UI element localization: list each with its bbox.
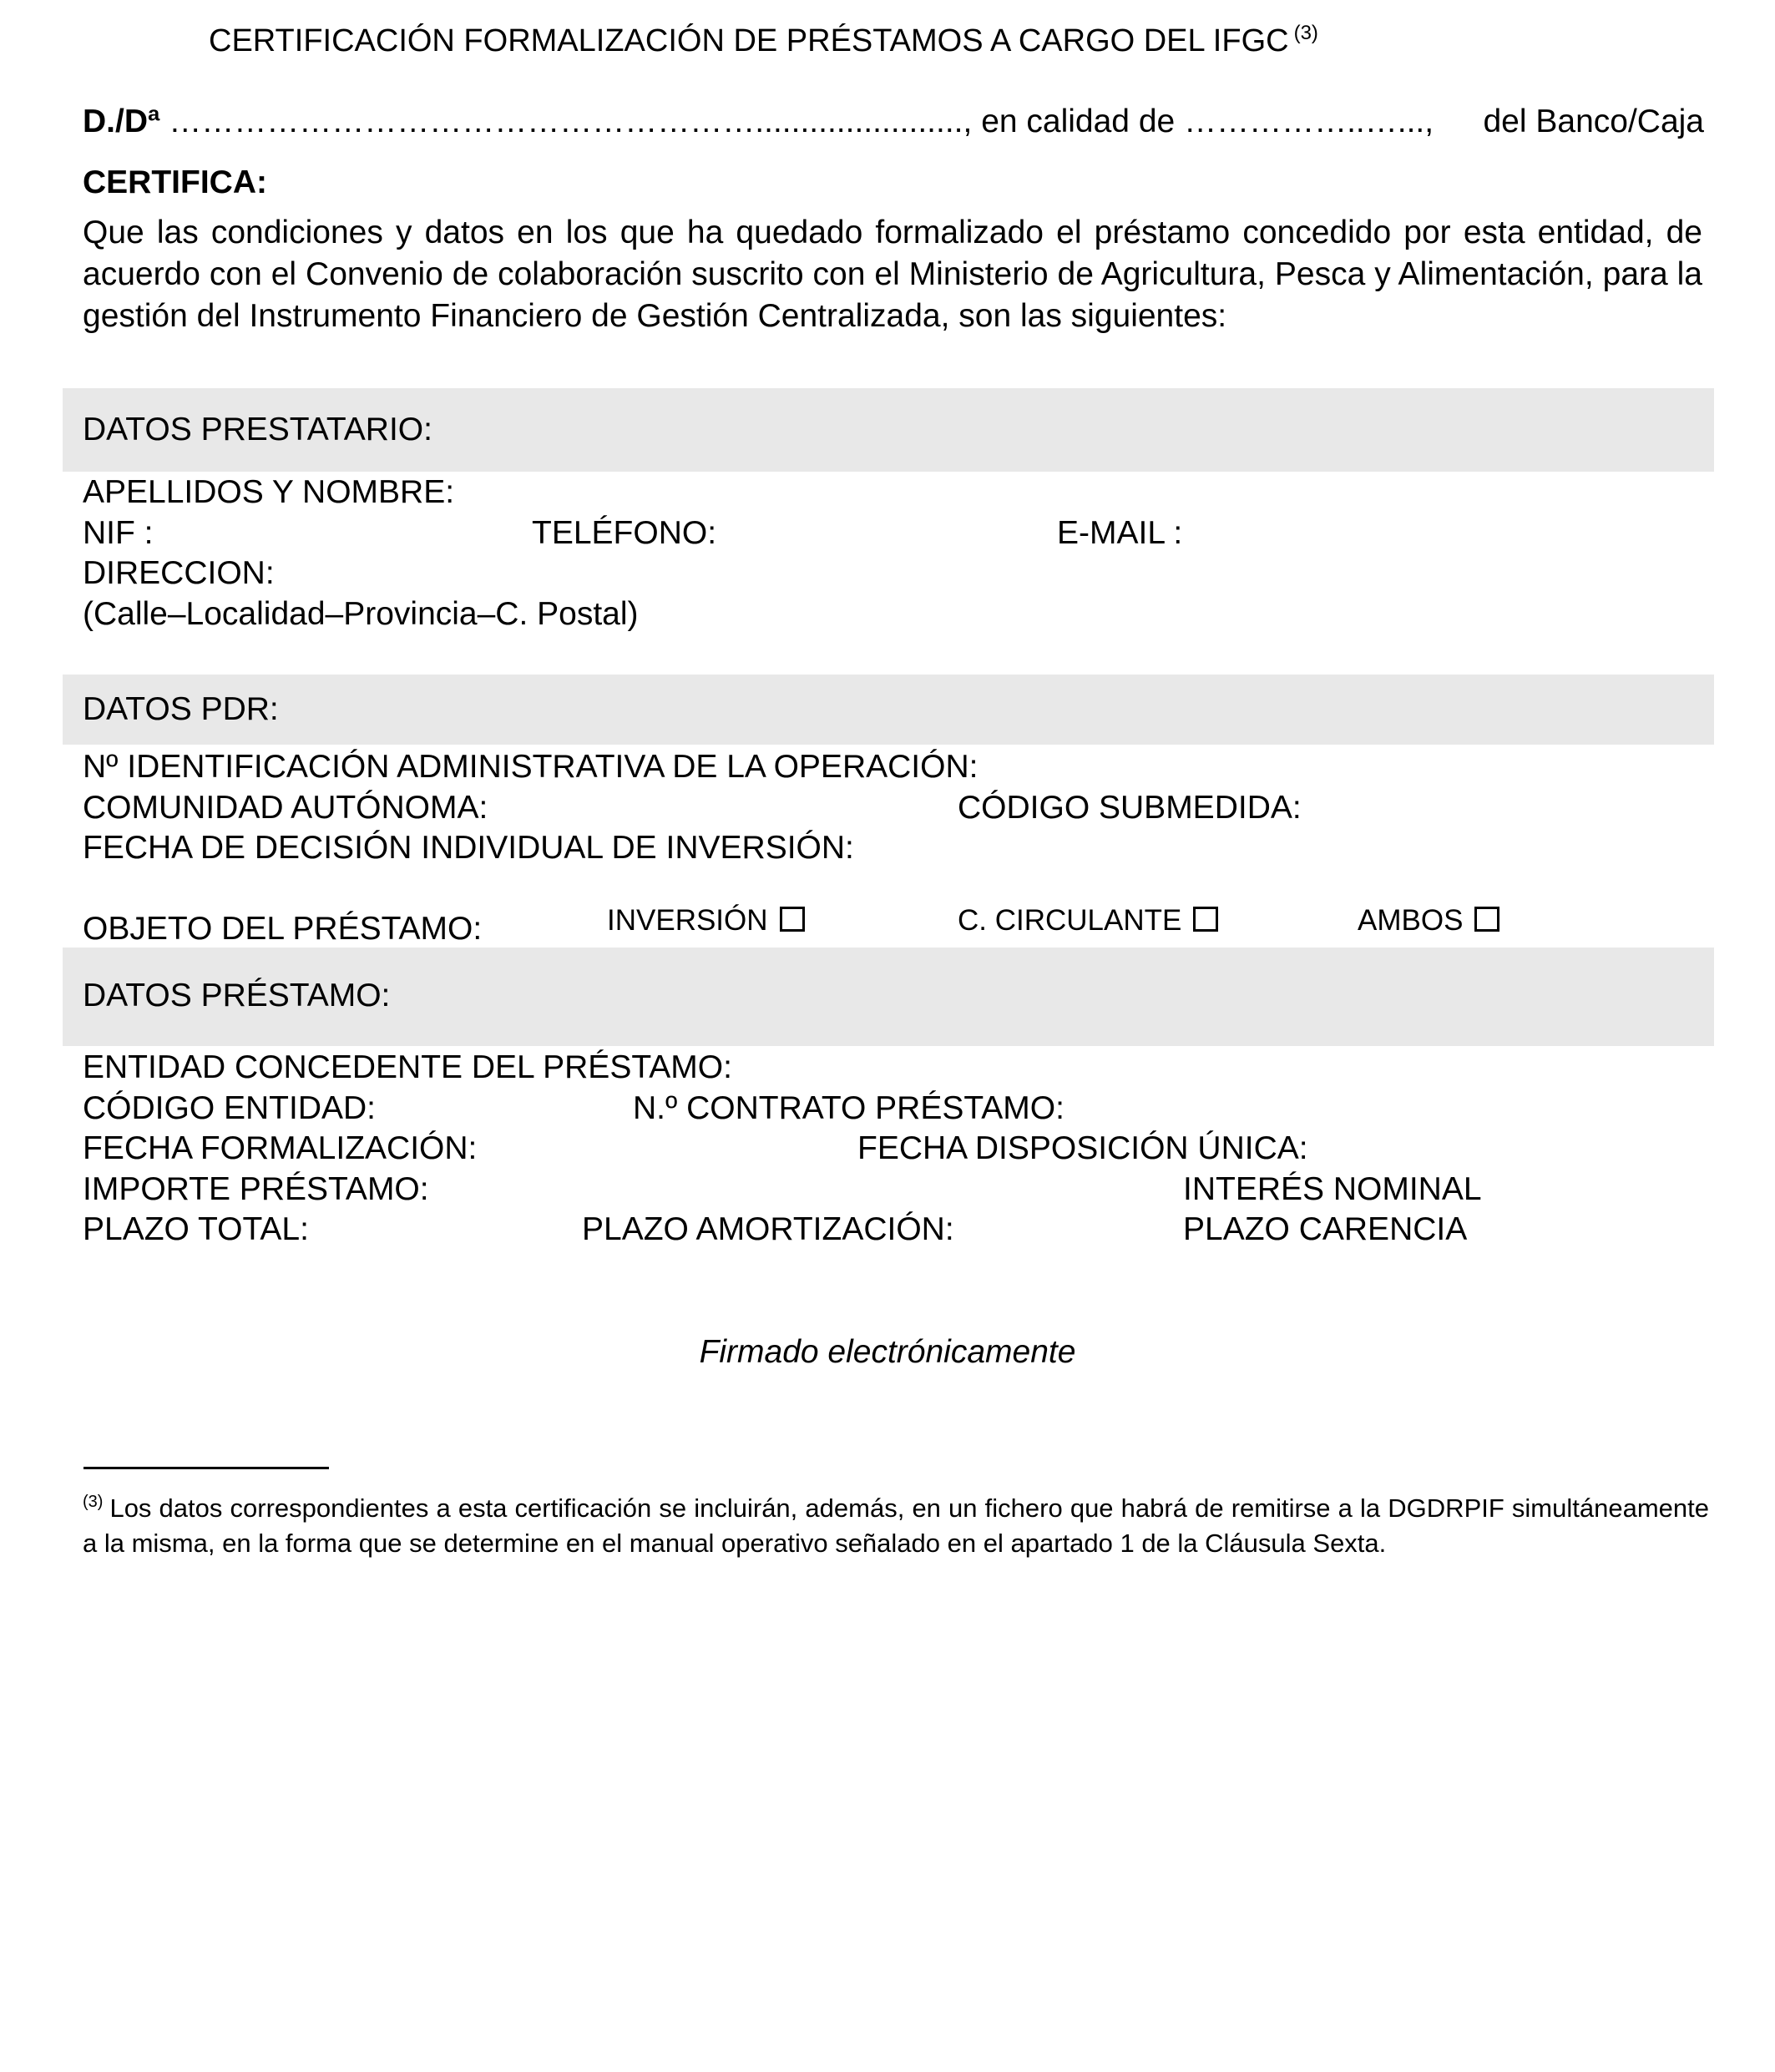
loan-amount-label: IMPORTE PRÉSTAMO:	[83, 1171, 429, 1207]
borrower-email-label: E-MAIL :	[1057, 515, 1183, 551]
pdr-region-label: COMUNIDAD AUTÓNOMA:	[83, 790, 488, 826]
pdr-submeasure-label: CÓDIGO SUBMEDIDA:	[958, 790, 1302, 826]
loan-entity-code-label: CÓDIGO ENTIDAD:	[83, 1090, 377, 1126]
purpose-option-investment[interactable]: INVERSIÓN	[607, 906, 805, 935]
declarant-line	[83, 105, 1704, 142]
borrower-address-label: DIRECCION:	[83, 555, 275, 591]
loan-interest-label: INTERÉS NOMINAL	[1183, 1171, 1482, 1207]
borrower-name-label: APELLIDOS Y NOMBRE:	[83, 474, 455, 510]
pdr-operation-id-label: Nº IDENTIFICACIÓN ADMINISTRATIVA DE LA OPERACIÓN:	[83, 749, 979, 785]
footnote	[83, 1484, 1709, 1561]
purpose-option-both[interactable]: AMBOS	[1358, 906, 1499, 935]
borrower-nif-label: NIF :	[83, 515, 154, 551]
borrower-address-hint: (Calle–Localidad–Provincia–C. Postal)	[83, 596, 639, 632]
loan-amortization-term-label: PLAZO AMORTIZACIÓN:	[582, 1211, 954, 1247]
electronic-signature-note: Firmado electrónicamente	[699, 1334, 1076, 1370]
loan-formalization-date-label: FECHA FORMALIZACIÓN:	[83, 1130, 478, 1166]
footnote-divider	[83, 1467, 329, 1469]
capacity-text: en calidad de	[981, 104, 1176, 139]
loan-purpose-label: OBJETO DEL PRÉSTAMO:	[83, 911, 483, 947]
certifica-heading: CERTIFICA:	[83, 164, 267, 200]
pdr-section-header	[63, 675, 1714, 745]
declarant-name-dots: ……………………………………………….......................,	[169, 104, 973, 139]
loan-heading: DATOS PRÉSTAMO:	[83, 978, 391, 1013]
borrower-section-header	[63, 388, 1714, 472]
pdr-decision-date-label: FECHA DE DECISIÓN INDIVIDUAL DE INVERSIÓN:	[83, 830, 854, 866]
loan-section-header	[63, 948, 1714, 1046]
borrower-heading: DATOS PRESTATARIO:	[83, 412, 432, 447]
title-footnote-ref: (3)	[1293, 22, 1318, 44]
purpose-both-checkbox[interactable]	[1474, 907, 1499, 932]
document-title: CERTIFICACIÓN FORMALIZACIÓN DE PRÉSTAMOS A CARGO DEL IFGC $^{(3)}$	[209, 22, 1318, 58]
footnote-ref: (3)	[83, 1493, 104, 1511]
footnote-text: Los datos correspondientes a esta certificación se incluirán, además, en un fichero que habrá de remitirse a la DGDRPIF simultáneamente a la misma, en la forma que se determine en el manual operativo señalado en el apartado 1 de la Cláusula Sexta.	[83, 1493, 1709, 1558]
loan-contract-label: N.º CONTRATO PRÉSTAMO:	[633, 1090, 1064, 1126]
bank-text: del Banco/Caja	[1483, 104, 1704, 139]
loan-total-term-label: PLAZO TOTAL:	[83, 1211, 309, 1247]
purpose-working-capital-checkbox[interactable]	[1193, 907, 1218, 932]
capacity-dots: ……………..…...,	[1184, 104, 1434, 139]
loan-entity-label: ENTIDAD CONCEDENTE DEL PRÉSTAMO:	[83, 1049, 732, 1085]
borrower-phone-label: TELÉFONO:	[532, 515, 717, 551]
loan-grace-term-label: PLAZO CARENCIA	[1183, 1211, 1468, 1247]
intro-paragraph: Que las condiciones y datos en los que ha quedado formalizado el préstamo concedido por esta entidad, de acuerdo con el Convenio de colaboración suscrito con el Ministerio de Agricultura, Pesca y Alimentación, para la gestión del Instrumento Financiero de Gestión Centralizada, son las siguientes:	[83, 215, 1702, 334]
loan-disbursement-date-label: FECHA DISPOSICIÓN ÚNICA:	[857, 1130, 1308, 1166]
declarant-label: D./Dª	[83, 104, 160, 139]
purpose-investment-checkbox[interactable]	[780, 907, 805, 932]
purpose-option-working-capital[interactable]: C. CIRCULANTE	[958, 906, 1218, 935]
pdr-heading: DATOS PDR:	[83, 691, 279, 727]
